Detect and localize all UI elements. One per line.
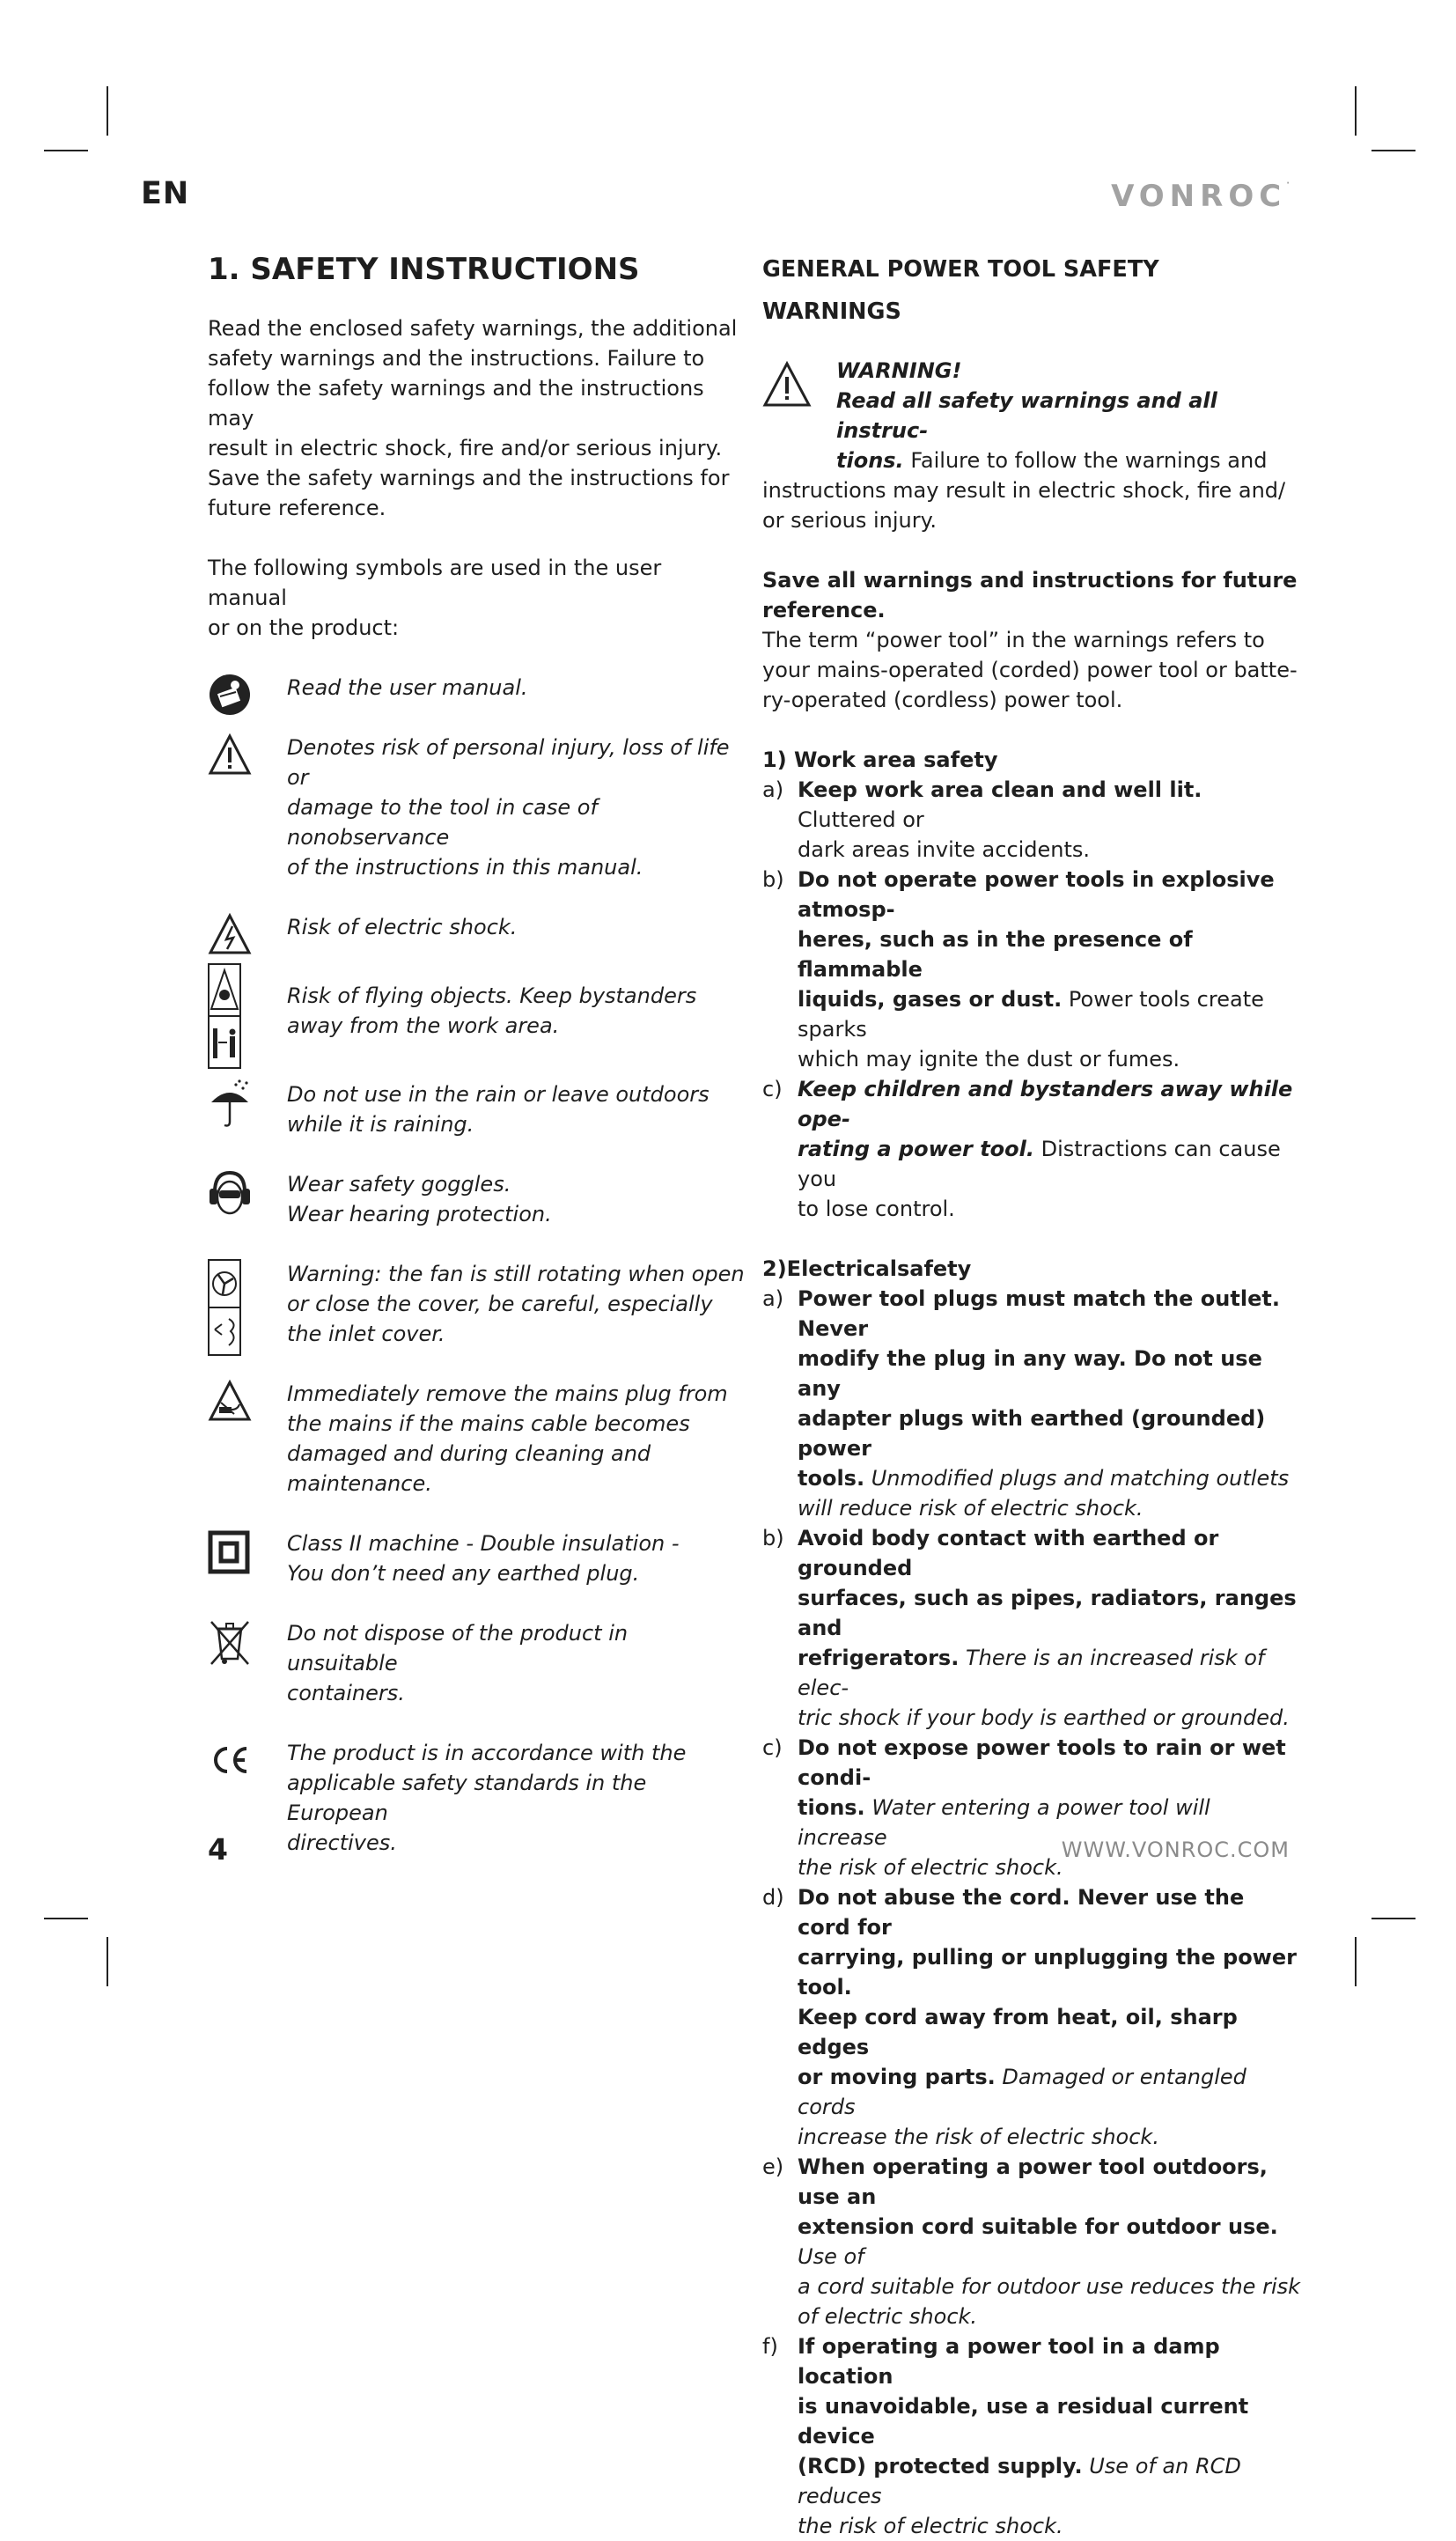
crop-mark	[1355, 1937, 1357, 1986]
left-column	[208, 248, 745, 1888]
symbol-row: The product is in accordance with the applicable safety standards in the European directives.	[208, 1738, 745, 1858]
symbol-row: Risk of electric shock.	[208, 912, 745, 942]
crop-mark	[1355, 86, 1357, 136]
symbol-row: Do not dispose of the product in unsuitable containers.	[208, 1618, 745, 1708]
list-item: a) Power tool plugs must match the outlet. Never modify the plug in any way. Do not use any adapter plugs with earthed (grounded) power tools. Unmodified plugs and matching outlets will reduce risk of electric shock.	[762, 1286, 1290, 1521]
list-item: c) Do not expose power tools to rain or wet condi- tions. Water entering a power tool will increase the risk of electric shock.	[762, 1735, 1286, 1880]
section-heading: 2)Electricalsafety	[762, 1256, 972, 1281]
symbol-row: Do not use in the rain or leave outdoors while it is raining.	[208, 1079, 745, 1139]
right-column	[762, 248, 1301, 2541]
warning-triangle-icon	[762, 361, 812, 416]
crop-mark	[107, 86, 108, 136]
electric-shock-icon	[208, 912, 252, 956]
symbol-row: Risk of flying objects. Keep bystanders away from the work area.	[208, 981, 745, 1041]
warning-block: WARNING! Read all safety warnings and all instruc- tions. Failure to follow the warnings and instructions may result in electric shock, fire and/ or serious injury.	[762, 358, 1286, 533]
page-number: 4	[208, 1832, 228, 1867]
brand-name: VONROC	[1111, 179, 1287, 214]
crop-mark	[44, 150, 88, 151]
list-item: a) Keep work area clean and well lit. Cluttered or dark areas invite accidents.	[762, 777, 1202, 862]
crop-mark	[1371, 150, 1416, 151]
electrical-safety-section	[762, 1254, 1301, 2541]
symbol-row: Warning: the fan is still rotating when open or close the cover, be careful, especially the inlet cover.	[208, 1259, 745, 1349]
ce-mark-icon	[208, 1738, 252, 1782]
list-item: f) If operating a power tool in a damp location is unavoidable, use a residual current device (RCD) protected supply. Use of an RCD reduces the risk of electric shock.	[762, 2334, 1249, 2538]
list-item: b) Avoid body contact with earthed or grounded surfaces, such as pipes, radiators, ranges and refrigerators. There is an increased risk of elec- tric shock if your body is earthed or grounded.	[762, 1526, 1297, 1730]
weee-bin-icon	[208, 1618, 252, 1668]
flying-objects-icon	[208, 963, 252, 1069]
symbol-row: Wear safety goggles. Wear hearing protection.	[208, 1169, 745, 1229]
symbol-row: Denotes risk of personal injury, loss of life or damage to the tool in case of nonobservance of the instructions in this manual.	[208, 733, 745, 882]
language-code: EN	[141, 176, 190, 211]
remove-plug-icon	[208, 1379, 252, 1423]
brand-trademark: ·	[1286, 179, 1290, 188]
work-area-safety-section	[762, 745, 1301, 1224]
section-heading: 1) Work area safety	[762, 748, 998, 772]
section-title: GENERAL POWER TOOL SAFETY WARNINGS	[762, 256, 1159, 325]
footer-url[interactable]: WWW.VONROC.COM	[1061, 1838, 1290, 1862]
symbol-row: Immediately remove the mains plug from the mains if the mains cable becomes damaged and during cleaning and maintenance.	[208, 1379, 745, 1499]
class-ii-icon	[208, 1528, 252, 1578]
warning-triangle-icon	[208, 733, 252, 777]
read-manual-icon	[208, 673, 252, 717]
crop-mark	[44, 1918, 88, 1919]
save-note: Save all warnings and instructions for future reference. The term “power tool” in the warnings refers to your mains-operated (corded) power tool or batte- ry-operated (cordless) power tool.	[762, 568, 1298, 712]
symbol-row: Class II machine - Double insulation - You don’t need any earthed plug.	[208, 1528, 745, 1588]
no-rain-icon	[208, 1079, 252, 1129]
goggles-ear-protection-icon	[208, 1169, 252, 1217]
list-item: e) When operating a power tool outdoors, use an extension cord suitable for outdoor use. Use of a cord suitable for outdoor use reduces the risk of electric shock.	[762, 2154, 1301, 2329]
brand-logo	[1111, 179, 1290, 214]
crop-mark	[1371, 1918, 1416, 1919]
list-item: d) Do not abuse the cord. Never use the cord for carrying, pulling or unplugging the power tool. Keep cord away from heat, oil, sharp edges or moving parts. Damaged or entangled cords increase the risk of electric shock.	[762, 1885, 1297, 2149]
list-item: b) Do not operate power tools in explosive atmosp- heres, such as in the presence of flammable liquids, gases or dust. Power tools create sparks which may ignite the dust or fumes.	[762, 867, 1275, 1072]
crop-mark	[107, 1937, 108, 1986]
symbols-intro: The following symbols are used in the user manual or on the product:	[208, 556, 662, 640]
warning-label: WARNING!	[836, 358, 962, 383]
list-item: c) Keep children and bystanders away while ope- rating a power tool. Distractions can cause you to lose control.	[762, 1077, 1293, 1221]
symbol-row: Read the user manual.	[208, 673, 745, 703]
intro-paragraph: Read the enclosed safety warnings, the additional safety warnings and the instructions. Failure to follow the safety warnings and the instructions may result in electric shock, fire and/or serious injury. Save the safety warnings and the instructions for future reference.	[208, 316, 738, 520]
section-title: 1. SAFETY INSTRUCTIONS	[208, 252, 640, 287]
rotating-fan-icon	[208, 1259, 252, 1356]
